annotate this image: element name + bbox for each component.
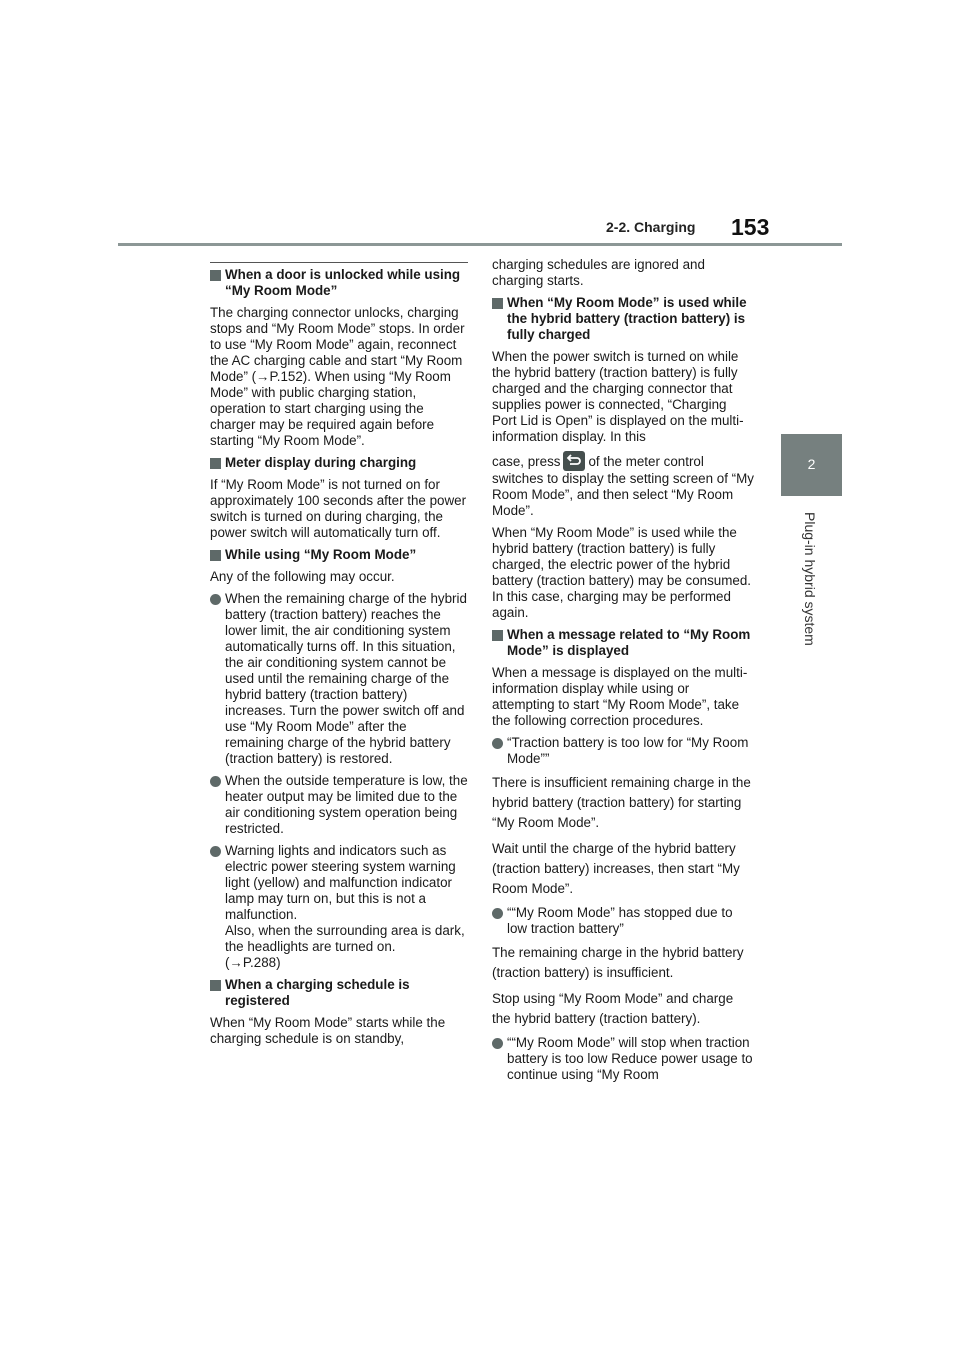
- right-column: [492, 257, 754, 1089]
- paragraph: If “My Room Mode” is not turned on for approximately 100 seconds after the power switch is turned on during charging, the power switch will automatically turn off.: [210, 477, 467, 540]
- paragraph: Stop using “My Room Mode” and charge the hybrid battery (traction battery).: [492, 991, 734, 1026]
- square-bullet-icon: [210, 550, 221, 561]
- heading-message-displayed: When a message related to “My Room Mode” is displayed: [492, 627, 754, 659]
- heading-while-using: While using “My Room Mode”: [210, 547, 468, 563]
- circle-bullet-icon: [210, 846, 221, 857]
- list-item: Warning lights and indicators such as electric power steering system warning light (yellow) and malfunction indicator lamp may turn on, but this is not a malfunction. Also, when the surrounding area is dark, the headlights are turned on. (→P.288): [210, 843, 468, 971]
- left-column: [210, 267, 468, 1053]
- paragraph: When “My Room Mode” starts while the charging schedule is on standby,: [210, 1015, 446, 1046]
- paragraph: When the power switch is turned on while the hybrid battery (traction battery) is fully charged and the charging connector that supplies power is connected, “Charging Port Lid is Open” is displayed on the multi-information display. In this: [492, 349, 744, 444]
- paragraph: The charging connector unlocks, charging stops and “My Room Mode” stops. In order to use “My Room Mode” again, reconnect the AC charging cable and start “My Room Mode” (→P.152). When using “My Room Mode” with public charging station, operation to start charging using the charger may be required again before starting “My Room Mode”.: [210, 305, 465, 448]
- return-button-icon: [563, 451, 585, 471]
- paragraph-with-icon: case, press of the meter control switches to display the setting screen of “My Room Mode”, and then select “My Room Mode”.: [492, 451, 754, 519]
- circle-bullet-icon: [210, 776, 221, 787]
- paragraph: When “My Room Mode” is used while the hybrid battery (traction battery) is fully charged, the electric power of the hybrid battery (traction battery) may be consumed. In this case, charging may be performed again.: [492, 525, 751, 620]
- heading-door-unlocked: When a door is unlocked while using “My Room Mode”: [210, 267, 468, 299]
- paragraph: Wait until the charge of the hybrid battery (traction battery) increases, then start “My Room Mode”.: [492, 841, 740, 896]
- list-item: When the remaining charge of the hybrid battery (traction battery) reaches the lower limit, the air conditioning system automatically turns off. In this situation, the air conditioning system cannot be used until the remaining charge of the hybrid battery (traction battery) increases. Turn the power switch off and use “My Room Mode” after the remaining charge of the hybrid battery (traction battery) is restored.: [210, 591, 468, 767]
- paragraph: When a message is displayed on the multi-information display while using or attempting to start “My Room Mode”, take the following correction procedures.: [492, 665, 748, 728]
- chapter-number: 2: [807, 456, 816, 472]
- paragraph: charging schedules are ignored and charging starts.: [492, 257, 705, 288]
- header-rule: [118, 243, 842, 246]
- square-bullet-icon: [210, 458, 221, 469]
- square-bullet-icon: [210, 980, 221, 991]
- list-item: ““My Room Mode” has stopped due to low traction battery”: [492, 905, 754, 937]
- paragraph: Any of the following may occur.: [210, 569, 395, 584]
- circle-bullet-icon: [210, 594, 221, 605]
- circle-bullet-icon: [492, 908, 503, 919]
- list-item: ““My Room Mode” will stop when traction battery is too low Reduce power usage to continue using “My Room: [492, 1035, 754, 1083]
- chapter-label: Plug-in hybrid system: [802, 512, 818, 646]
- column-rule: [210, 262, 468, 263]
- paragraph: The remaining charge in the hybrid battery (traction battery) is insufficient.: [492, 945, 744, 980]
- circle-bullet-icon: [492, 1038, 503, 1049]
- circle-bullet-icon: [492, 738, 503, 749]
- square-bullet-icon: [210, 270, 221, 281]
- page-reference: (→P.288): [225, 955, 281, 970]
- heading-meter-display: Meter display during charging: [210, 455, 468, 471]
- heading-charging-schedule: When a charging schedule is registered: [210, 977, 468, 1009]
- section-title: 2-2. Charging: [606, 219, 696, 235]
- heading-fully-charged: When “My Room Mode” is used while the hybrid battery (traction battery) is fully charged: [492, 295, 754, 343]
- list-item: “Traction battery is too low for “My Room Mode””: [492, 735, 754, 767]
- page-number: 153: [731, 214, 770, 240]
- square-bullet-icon: [492, 630, 503, 641]
- paragraph: There is insufficient remaining charge in the hybrid battery (traction battery) for starting “My Room Mode”.: [492, 775, 751, 830]
- square-bullet-icon: [492, 298, 503, 309]
- list-item: When the outside temperature is low, the heater output may be limited due to the air conditioning system operation being restricted.: [210, 773, 468, 837]
